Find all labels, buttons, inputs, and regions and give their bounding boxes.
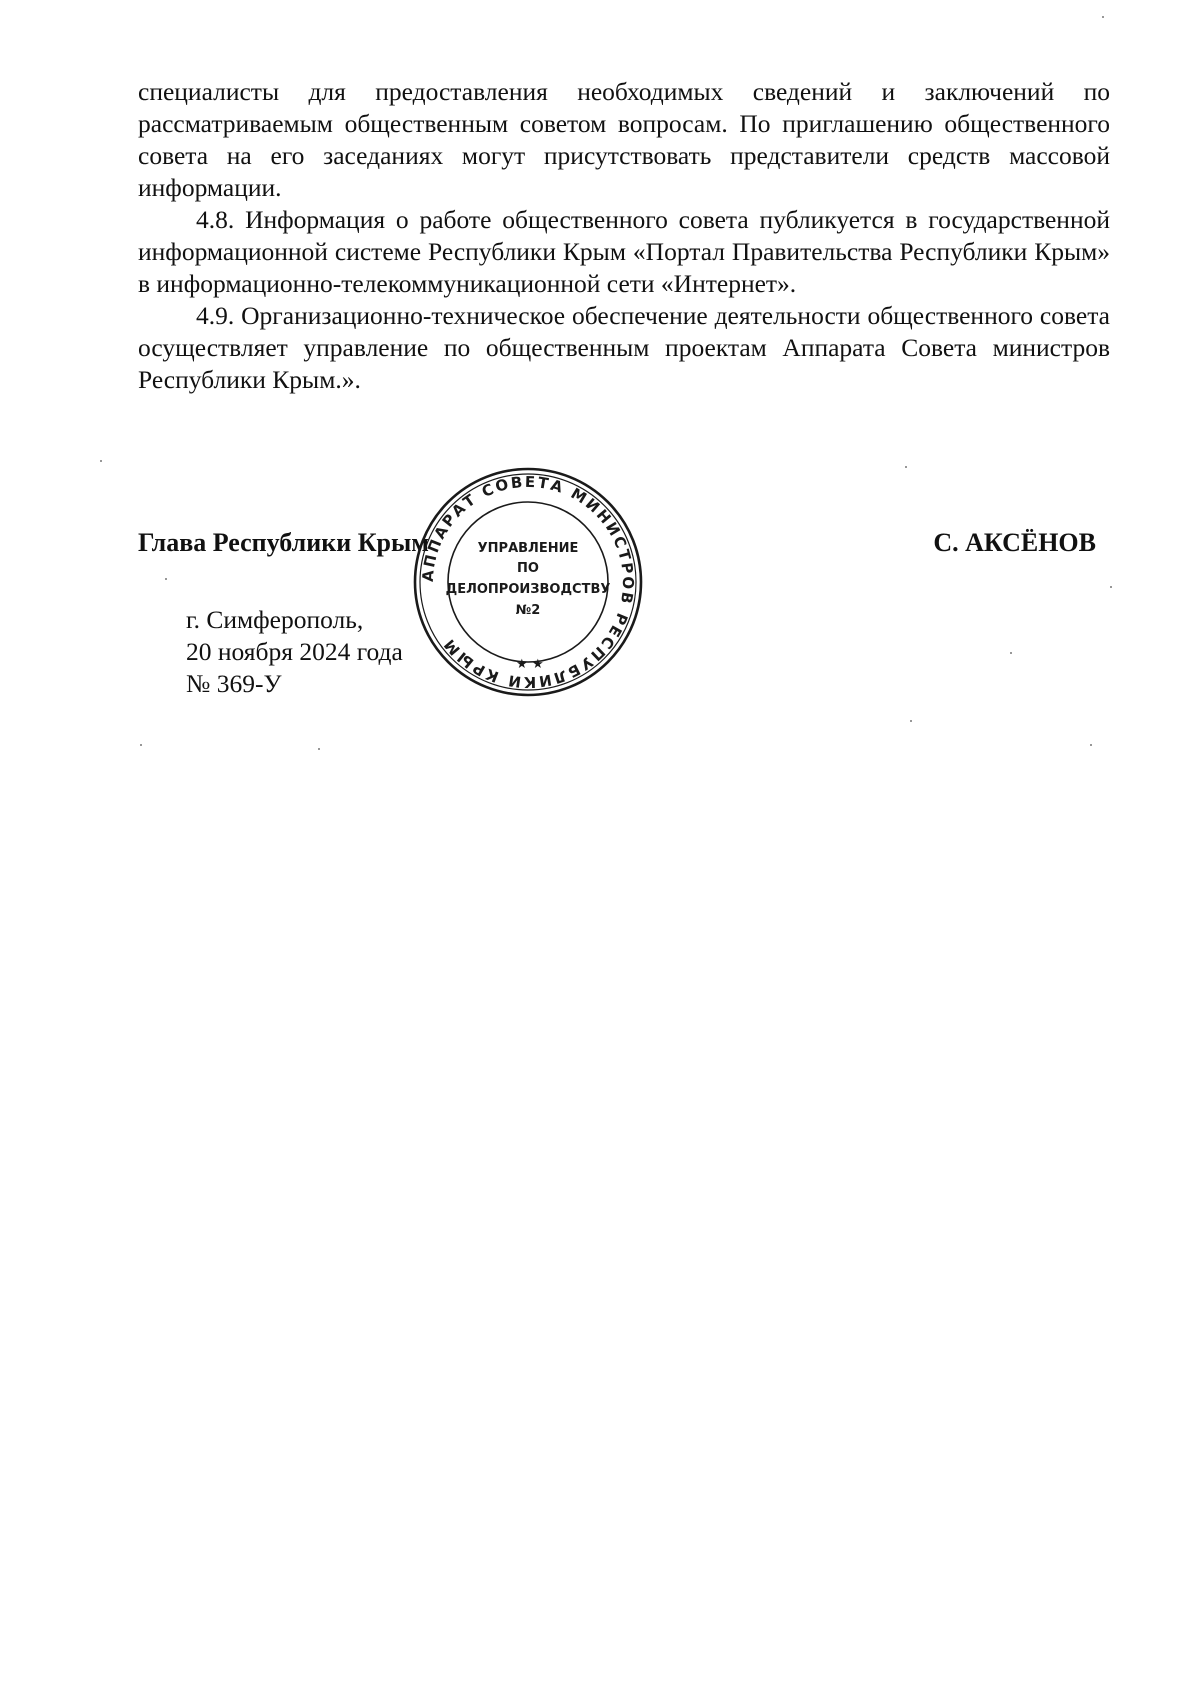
paragraph-4-9: 4.9. Организационно-техническое обеспечение деятельности общественного совета осуществляет управление по общественным проектам Аппарата Совета министров Республики Крым.». [138, 301, 1110, 394]
body-text [138, 76, 1110, 396]
scan-speck [1110, 586, 1112, 588]
stamp-line-1: УПРАВЛЕНИЕ [477, 541, 579, 556]
scan-speck [1010, 652, 1012, 654]
scan-speck [910, 720, 912, 722]
star-icon: ★ [516, 657, 528, 672]
stamp-line-2: ПО [517, 561, 539, 576]
stamp-line-3: ДЕЛОПРОИЗВОДСТВУ [445, 582, 611, 597]
official-stamp [408, 462, 648, 702]
signatory-position: Глава Республики Крым [138, 528, 430, 557]
signatory-name: С. АКСЁНОВ [933, 528, 1096, 557]
stamp-line-4: №2 [515, 603, 541, 618]
document-number: № 369-У [186, 669, 282, 698]
scan-speck [1090, 744, 1092, 746]
scan-speck [140, 744, 142, 746]
document-requisites [186, 604, 403, 700]
paragraph-4-8: 4.8. Информация о работе общественного совета публикуется в государственной информационной системе Республики Крым «Портал Правительства Республики Крым» в информационно-телекоммуникационной сети «Интернет». [138, 205, 1110, 298]
star-icon: ★ [532, 657, 544, 672]
document-city: г. Симферополь, [186, 605, 364, 634]
stamp-ring-text: АППАРАТ СОВЕТА МИНИСТРОВ РЕСПУБЛИКИ КРЫМ [418, 472, 638, 692]
scan-speck [1102, 16, 1104, 18]
scan-speck [100, 460, 102, 462]
paragraph-continuation: специалисты для предоставления необходимых сведений и заключений по рассматриваемым общественным советом вопросам. По приглашению общественного совета на его заседаниях могут присутствовать представители средств массовой информации. [138, 77, 1110, 202]
scan-speck [165, 578, 167, 580]
document-date: 20 ноября 2024 года [186, 637, 403, 666]
scan-speck [318, 748, 320, 750]
scan-speck [905, 466, 907, 468]
